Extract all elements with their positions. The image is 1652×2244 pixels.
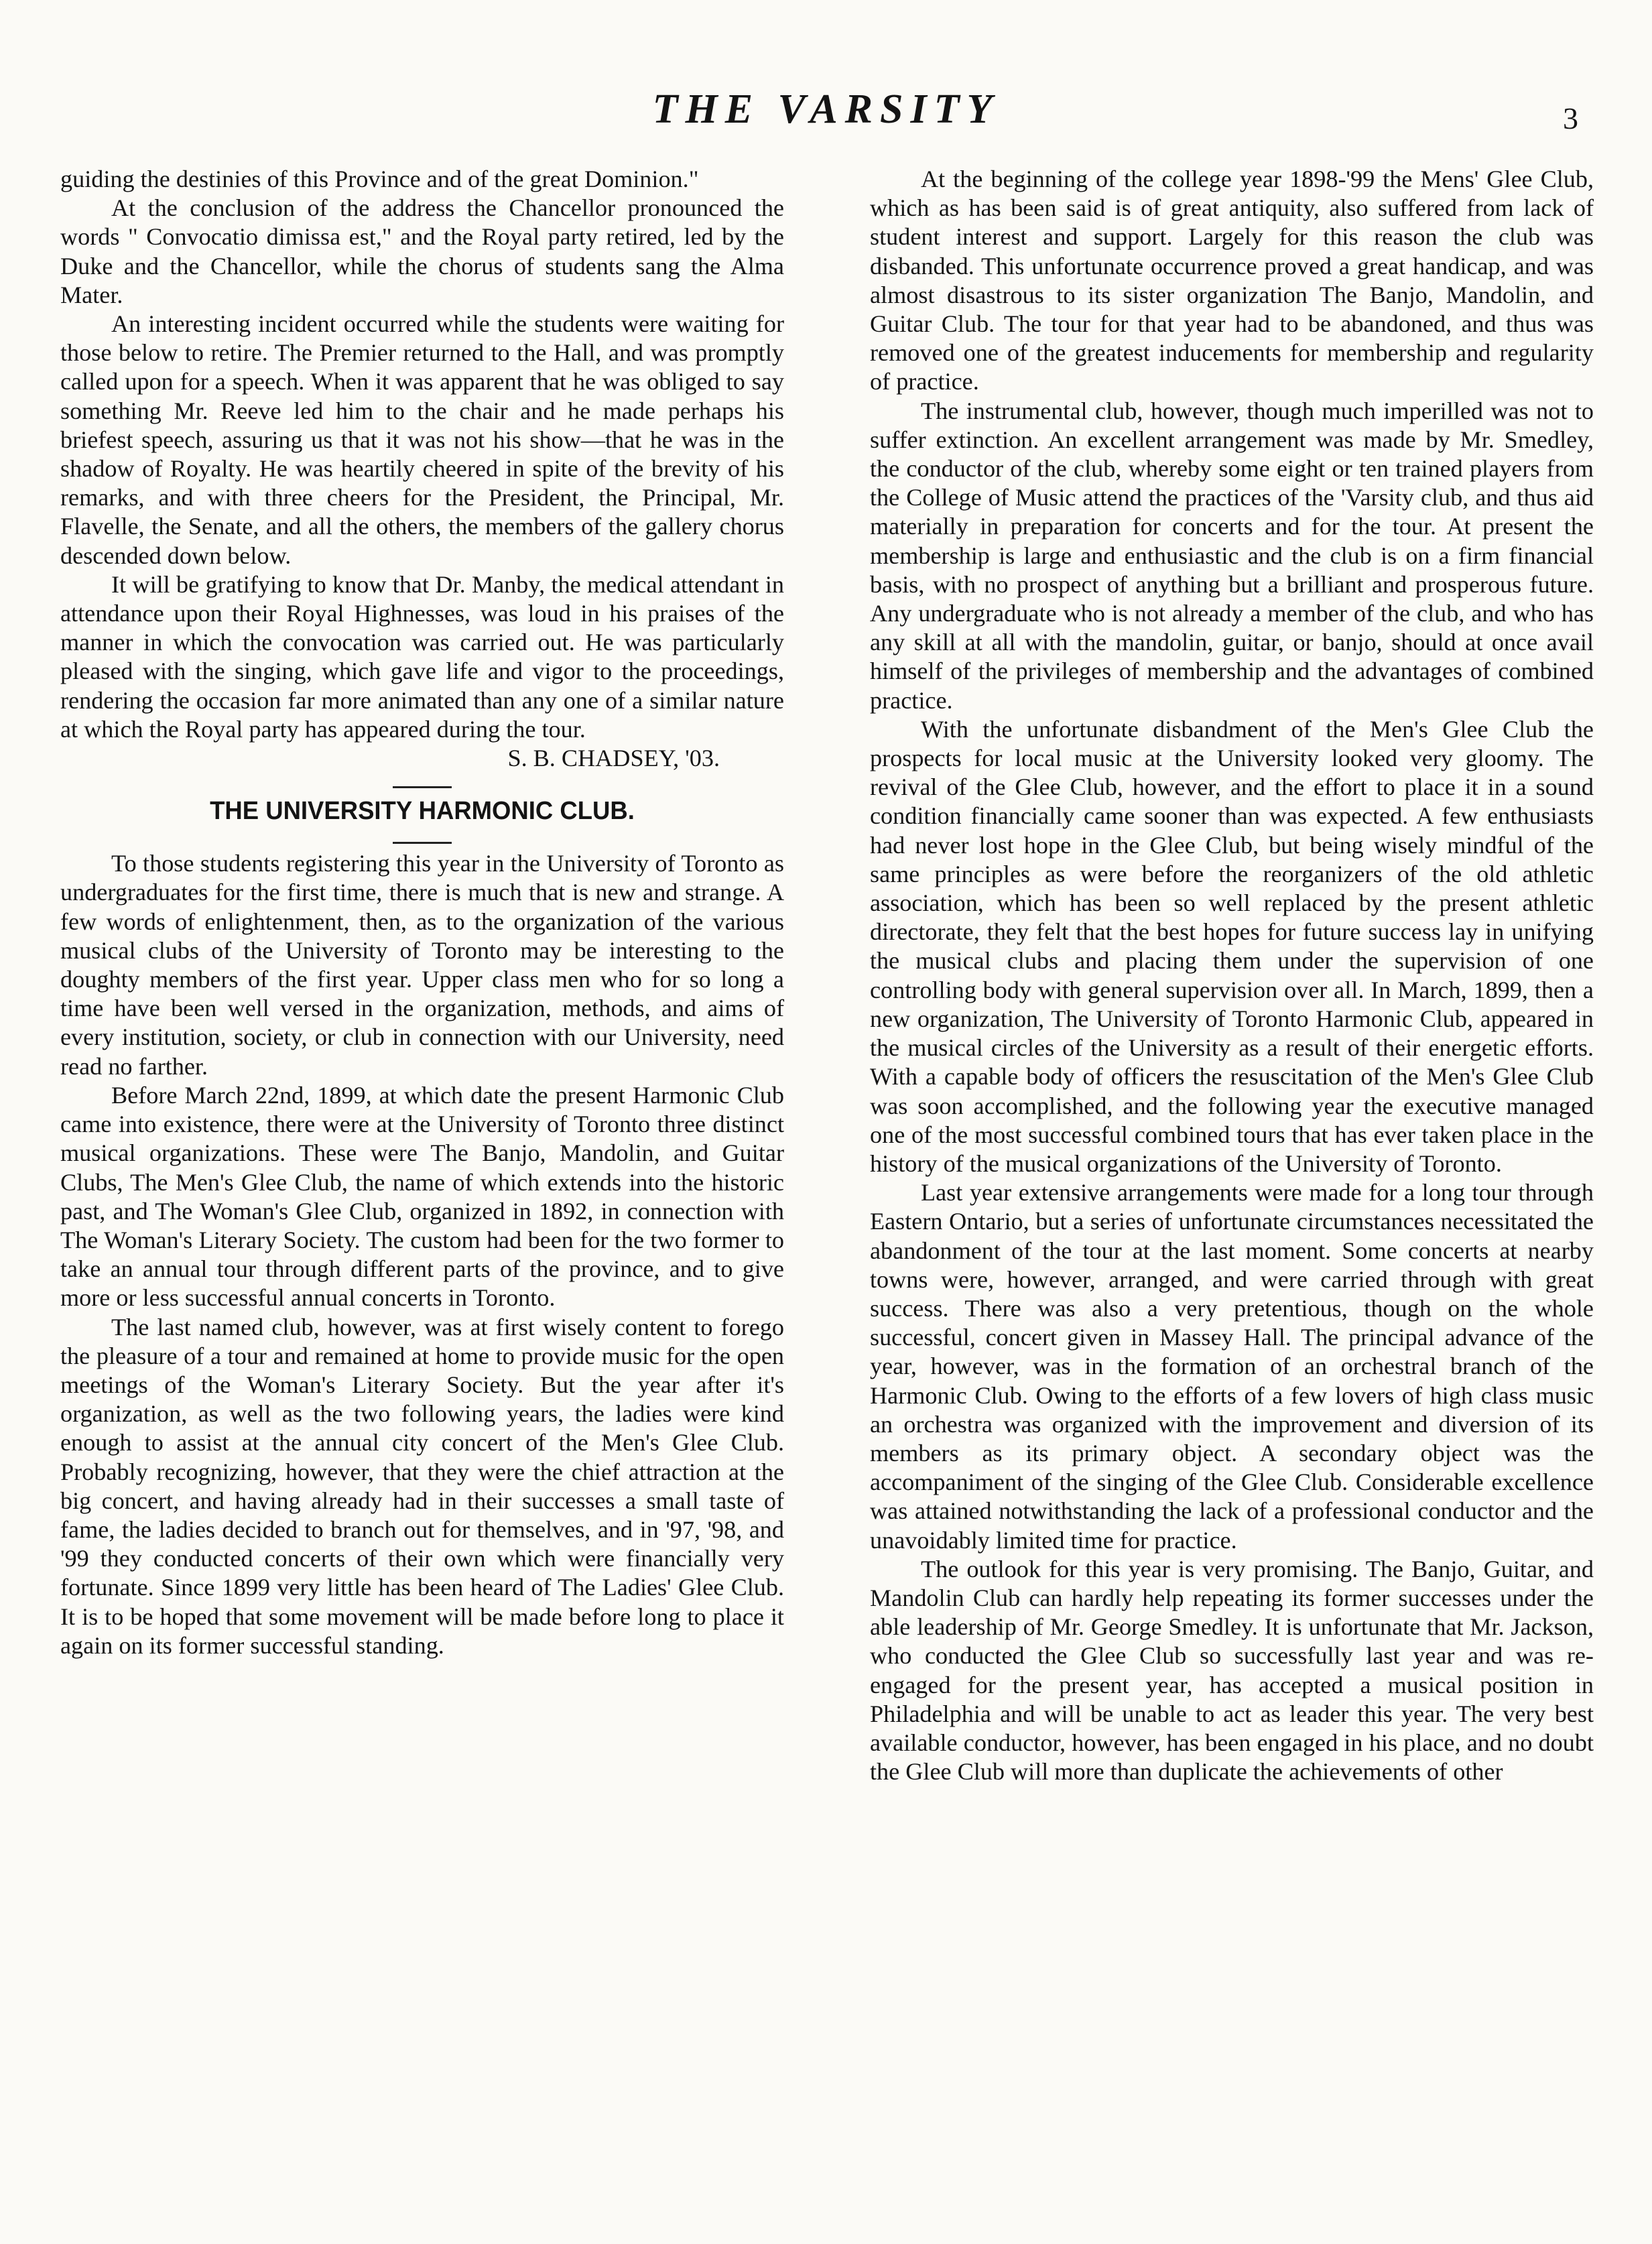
page-header bbox=[59, 86, 1593, 153]
paragraph: It will be gratifying to know that Dr. Manby, the medical attendant in attendance upon their Royal Highnesses, was loud in his praises of the manner in which the convocation was carried out. He was particularly pleased with the singing, which gave life and vigor to the proceedings, rendering the occasion far more animated than any one of a similar nature at which the Royal party has appeared during the tour. bbox=[60, 570, 784, 743]
left-column bbox=[60, 165, 784, 1660]
article-heading: THE UNIVERSITY HARMONIC CLUB. bbox=[210, 797, 635, 826]
masthead-title: THE VARSITY bbox=[652, 86, 1000, 132]
paragraph: At the beginning of the college year 1898-'99 the Mens' Glee Club, which as has been said is of great antiquity, also suffered from lack of student interest and support. Largely for this reason the club was disbanded. This unfortunate occurrence proved a great handicap, and was almost disastrous to its sister organization The Banjo, Mandolin, and Guitar Club. The tour for that year had to be abandoned, and thus was removed one of the greatest inducements for membership and regularity of practice. bbox=[870, 166, 1594, 395]
paragraph: guiding the destinies of this Province and of the great Dominion." bbox=[60, 166, 699, 192]
paragraph: Last year extensive arrangements were made for a long tour through Eastern Ontario, but a series of unfortunate circumstances necessitated the abandonment of the tour at the last moment. Some concerts at nearby towns were, however, arranged, and were carried through with great success. There was also a very pretentious, though on the whole successful, concert given in Massey Hall. The principal advance of the year, however, was in the formation of an orchestral branch of the Harmonic Club. Owing to the efforts of a few lovers of high class music an orchestra was organized with the improvement and diversion of its members as its primary object. A secondary object was the accompaniment of the singing of the Glee Club. Considerable excellence was attained notwithstanding the lack of a professional conductor and the unavoidably limited time for practice. bbox=[870, 1179, 1594, 1554]
paragraph: The outlook for this year is very promising. The Banjo, Guitar, and Mandolin Club can hardly help repeating its former successes under the able leadership of Mr. George Smedley. It is unfortunate that Mr. Jackson, who conducted the Glee Club so successfully last year and was re-engaged for the present year, has accepted a musical position in Philadelphia and will be unable to act as leader this year. The very best available conductor, however, has been engaged in his place, and no doubt the Glee Club will more than duplicate the achievements of other bbox=[870, 1555, 1594, 1786]
paragraph: Before March 22nd, 1899, at which date the present Harmonic Club came into existence, there were at the University of Toronto three distinct musical organizations. These were The Banjo, Mandolin, and Guitar Clubs, The Men's Glee Club, the name of which extends into the historic past, and The Woman's Glee Club, organized in 1892, in connection with The Woman's Literary Society. The custom had been for the two former to take an annual tour through different parts of the province, and to give more or less successful annual concerts in Toronto. bbox=[60, 1081, 784, 1312]
paragraph: The instrumental club, however, though much imperilled was not to suffer extinction. An excellent arrangement was made by Mr. Smedley, the conductor of the club, whereby some eight or ten trained players from the College of Music attend the practices of the 'Varsity club, and thus aid materially in preparation for concerts and for the tour. At present the membership is large and enthusiastic and the club is on a firm financial basis, with no prospect of anything but a brilliant and prosperous future. Any undergraduate who is not already a member of the club, and who has any skill at all with the mandolin, guitar, or banjo, should at once avail himself of the privileges of membership and the advantages of combined practice. bbox=[870, 397, 1594, 714]
divider bbox=[393, 842, 452, 844]
author-signature: S. B. CHADSEY, '03. bbox=[507, 745, 720, 772]
divider bbox=[393, 786, 452, 788]
paragraph: With the unfortunate disbandment of the Men's Glee Club the prospects for local music at the University looked very gloomy. The revival of the Glee Club, however, and the effort to place it in a sound condition financially came sooner than was expected. A few enthusiasts had never lost hope in the Glee Club, but being wisely mindful of the same principles as were before the reorganizers of the old athletic association, which has been so well replaced by the present athletic directorate, they felt that the best hopes for future success lay in unifying the musical clubs and placing them under the supervision of one controlling body with general supervision over all. In March, 1899, then a new organization, The University of Toronto Harmonic Club, appeared in the musical circles of the University as a result of their energetic efforts. With a capable body of officers the resuscitation of the Men's Glee Club was soon accomplished, and the following year the executive managed one of the most successful combined tours that has ever taken place in the history of the musical organizations of the University of Toronto. bbox=[870, 715, 1594, 1177]
paragraph: At the conclusion of the address the Chancellor pronounced the words " Convocatio dimissa est," and the Royal party retired, led by the Duke and the Chancellor, while the chorus of students sang the Alma Mater. bbox=[60, 194, 784, 308]
paragraph: The last named club, however, was at first wisely content to forego the pleasure of a tour and remained at home to provide music for the open meetings of the Woman's Literary Society. But the year after it's organization, as well as the two following years, the ladies were kind enough to assist at the annual city concert of the Men's Glee Club. Probably recognizing, however, that they were the chief attraction at the big concert, and having already had in their successes a small taste of fame, the ladies decided to branch out for themselves, and in '97, '98, and '99 they conducted concerts of their own which were financially very fortunate. Since 1899 very little has been heard of The Ladies' Glee Club. It is to be hoped that some movement will be made before long to place it again on its former successful standing. bbox=[60, 1313, 784, 1659]
right-column bbox=[870, 165, 1594, 1786]
page-number: 3 bbox=[1563, 101, 1578, 135]
paragraph: An interesting incident occurred while the students were waiting for those below to retire. The Premier returned to the Hall, and was promptly called upon for a speech. When it was apparent that he was obliged to say something Mr. Reeve led him to the chair and he made perhaps his briefest speech, assuring us that it was not his show—that he was in the shadow of Royalty. He was heartily cheered in spite of the brevity of his remarks, and with three cheers for the President, the Principal, Mr. Flavelle, the Senate, and all the others, the members of the gallery chorus descended down below. bbox=[60, 310, 784, 569]
paragraph: To those students registering this year in the University of Toronto as undergraduates for the first time, there is much that is new and strange. A few words of enlightenment, then, as to the organization of the various musical clubs of the University of Toronto may be interesting to the doughty members of the first year. Upper class men who for so long a time have been well versed in the organization, methods, and aims of every institution, society, or club in connection with our University, need read no farther. bbox=[60, 850, 784, 1080]
